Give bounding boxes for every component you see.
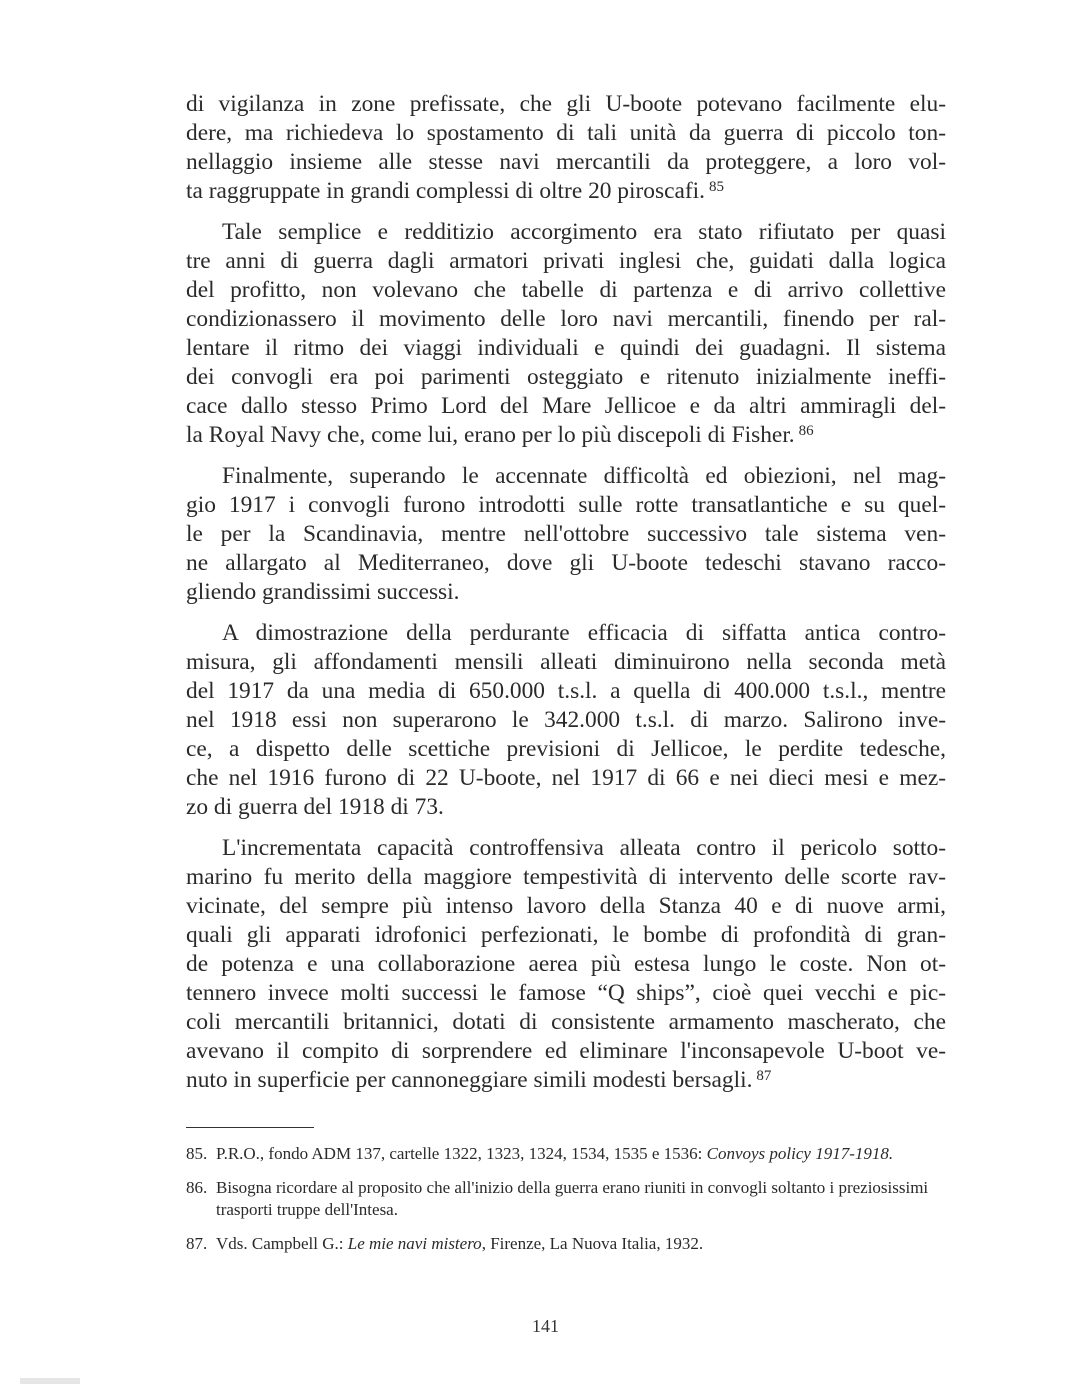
footnote-text-after: , Firenze, La Nuova Italia, 1932. bbox=[481, 1234, 704, 1253]
text-line: del 1917 da una media di 650.000 t.s.l. a quella di 400.000 t.s.l., mentre bbox=[186, 678, 946, 704]
footnote-text: Bisogna ricordare al proposito che all'inizio della guerra erano riuniti in convogli soltanto i preziosissimi trasporti truppe dell'Intesa. bbox=[216, 1178, 929, 1219]
text-line bbox=[186, 177, 946, 206]
text-line: gliendo grandissimi successi. bbox=[186, 579, 460, 605]
footnote-separator bbox=[186, 1127, 314, 1128]
footnote-text-plain: P.R.O., fondo ADM 137, cartelle 1322, 1323, 1324, 1534, 1535 e 1536: bbox=[216, 1144, 707, 1163]
footnote-text-plain: Vds. Campbell G.: bbox=[216, 1234, 348, 1253]
footnote-number: 86. bbox=[186, 1178, 208, 1197]
paragraph-2 bbox=[186, 218, 946, 450]
text-line: lentare il ritmo dei viaggi individuali e quindi dei guadagni. Il sistema bbox=[186, 335, 946, 361]
text-line: che nel 1916 furono di 22 U-boote, nel 1917 di 66 e nei dieci mesi e mez- bbox=[186, 765, 946, 791]
paragraph-3 bbox=[186, 462, 946, 607]
footnote-text-italic: Convoys policy 1917-1918. bbox=[706, 1144, 894, 1163]
text-line: tre anni di guerra dagli armatori privati inglesi che, guidati dalla logica bbox=[186, 248, 946, 274]
text-line: A dimostrazione della perdurante efficacia di siffatta antica contro- bbox=[222, 620, 946, 646]
text-line: nellaggio insieme alle stesse navi mercantili da proteggere, a loro vol- bbox=[186, 149, 946, 175]
footnote-text bbox=[216, 1143, 946, 1165]
text-line: zo di guerra del 1918 di 73. bbox=[186, 794, 444, 820]
footnote-ref: 87 bbox=[756, 1068, 772, 1084]
footnote-86 bbox=[186, 1177, 946, 1221]
text-line: dere, ma richiedeva lo spostamento di tali unità da guerra di piccolo ton- bbox=[186, 120, 946, 146]
scan-artifact bbox=[20, 1378, 80, 1384]
footnote-ref: 85 bbox=[709, 179, 724, 195]
text-line bbox=[186, 1066, 946, 1095]
text-line: tennero invece molti successi le famose “Q ships”, cioè quei vecchi e pic- bbox=[186, 980, 946, 1006]
text-line-content: la Royal Navy che, come lui, erano per lo più discepoli di Fisher. bbox=[186, 422, 795, 448]
text-line: gio 1917 i convogli furono introdotti sulle rotte transatlantiche e su quel- bbox=[186, 492, 946, 518]
paragraph-5 bbox=[186, 834, 946, 1095]
footnote-text-italic: Le mie navi mistero bbox=[347, 1234, 482, 1253]
footnote-ref: 86 bbox=[798, 423, 814, 439]
text-line: condizionassero il movimento delle loro navi mercantili, finendo per ral- bbox=[186, 306, 946, 332]
paragraph-4 bbox=[186, 619, 946, 822]
page-number: 141 bbox=[532, 1316, 559, 1336]
footnote-85 bbox=[186, 1143, 946, 1165]
text-line-content: ta raggruppate in grandi complessi di oltre 20 piroscafi. bbox=[186, 178, 705, 204]
text-line: ce, a dispetto delle scettiche previsioni di Jellicoe, le perdite tedesche, bbox=[186, 736, 946, 762]
text-line: avevano il compito di sorprendere ed eliminare l'inconsapevole U-boot ve- bbox=[186, 1038, 946, 1064]
text-line: cace dallo stesso Primo Lord del Mare Jellicoe e da altri ammiragli del- bbox=[186, 393, 946, 419]
text-line: ne allargato al Mediterraneo, dove gli U-boote tedeschi stavano racco- bbox=[186, 550, 946, 576]
footnote-number: 85. bbox=[186, 1144, 208, 1163]
text-line: le per la Scandinavia, mentre nell'ottobre successivo tale sistema ven- bbox=[186, 521, 946, 547]
main-text bbox=[186, 90, 946, 1095]
text-line: nel 1918 essi non superarono le 342.000 t.s.l. di marzo. Salirono inve- bbox=[186, 707, 946, 733]
text-line: del profitto, non volevano che tabelle di partenza e di arrivo collettive bbox=[186, 277, 946, 303]
text-line-content: nuto in superficie per cannoneggiare simili modesti bersagli. bbox=[186, 1067, 753, 1093]
text-line: coli mercantili britannici, dotati di consistente armamento mascherato, che bbox=[186, 1009, 946, 1035]
text-line: di vigilanza in zone prefissate, che gli U-boote potevano facilmente elu- bbox=[186, 91, 946, 117]
text-line: marino fu merito della maggiore tempestività di intervento delle scorte rav- bbox=[186, 864, 946, 890]
text-line: misura, gli affondamenti mensili alleati diminuirono nella seconda metà bbox=[186, 649, 946, 675]
footnote-87 bbox=[186, 1233, 946, 1255]
text-line bbox=[186, 421, 946, 450]
footnotes bbox=[186, 1143, 946, 1267]
text-line: Tale semplice e redditizio accorgimento era stato rifiutato per quasi bbox=[222, 219, 946, 245]
footnote-number: 87. bbox=[186, 1234, 208, 1253]
text-line: quali gli apparati idrofonici perfezionati, le bombe di profondità di gran- bbox=[186, 922, 946, 948]
paragraph-1 bbox=[186, 90, 946, 206]
text-line: Finalmente, superando le accennate difficoltà ed obiezioni, nel mag- bbox=[222, 463, 946, 489]
footnote-text bbox=[216, 1233, 946, 1255]
text-line: vicinate, del sempre più intenso lavoro della Stanza 40 e di nuove armi, bbox=[186, 893, 946, 919]
text-line: L'incrementata capacità controffensiva alleata contro il pericolo sotto- bbox=[222, 835, 946, 861]
text-line: de potenza e una collaborazione aerea più estesa lungo le coste. Non ot- bbox=[186, 951, 946, 977]
text-line: dei convogli era poi parimenti osteggiato e ritenuto inizialmente ineffi- bbox=[186, 364, 946, 390]
